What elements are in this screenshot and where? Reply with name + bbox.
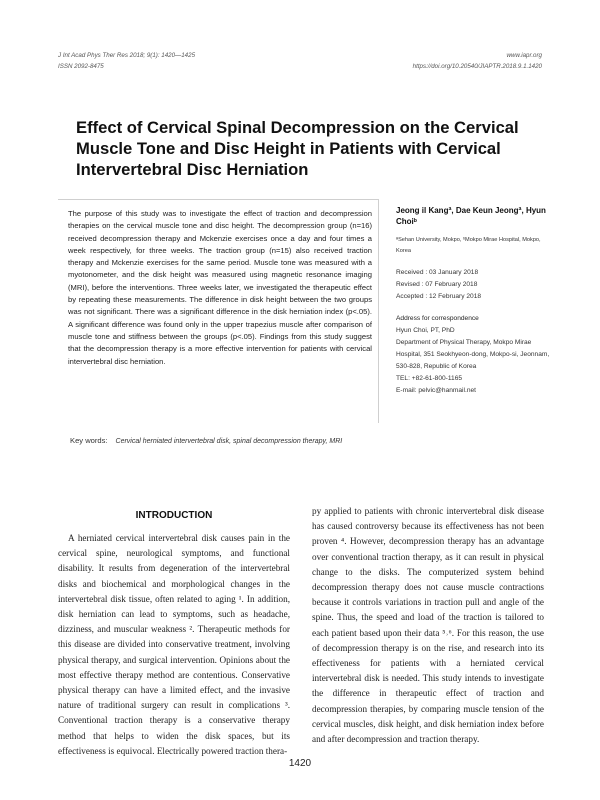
correspondence-address: Department of Physical Therapy, Mokpo Mirae Hospital, 351 Seokhyeon-dong, Mokpo-si, Jeonnam, 530-828, Republic of Korea (396, 339, 550, 370)
journal-citation: J Int Acad Phys Ther Res 2018; 9(1): 1420—1425 (58, 52, 196, 59)
page-number: 1420 (288, 758, 312, 769)
author-names: Jeong il Kangª, Dae Keun Jeongª, Hyun Choiᵇ (396, 206, 546, 226)
abstract-box (58, 199, 379, 423)
body-column-left (58, 510, 290, 759)
author-affiliation: ªSehan University, Mokpo, ᵇMokpo Mirae Hospital, Mokpo, Korea (396, 237, 541, 254)
keywords-line (70, 436, 342, 445)
paper-title: Effect of Cervical Spinal Decompression on the Cervical Muscle Tone and Disc Height in Patients with Cervical Intervertebral Disc Herniation (76, 118, 519, 179)
issn: ISSN 2092-8475 (58, 63, 104, 70)
received-date: Received : 03 January 2018 (396, 269, 479, 276)
abstract-text: The purpose of this study was to investigate the effect of traction and decompression therapies on the cervical muscle tone and disc height. The decompression group (n=16) received decompression therapy and Mckenzie exercises once a day and four times a week respectively, for three weeks. The traction group (n=15) also received traction therapy and Mckenzie exercises for the same period. Muscle tone was measured with a myotonometer, and the disk height was measured using magnetic resonance imaging (MRI), before the interventions. Three weeks later, we investigated the therapeutic effect by repeating these measurements. The difference in disk height between the two groups was not significant. There was a significant difference in the disk herniation index (p<.05). A significant difference was found only in the upper trapezius muscle after comparison of muscle tone and stiffness between the groups (p<.05). Findings from this study suggest that the decompression therapy is a more effective intervention for patients with cervical intervertebral disc herniation. (68, 209, 372, 366)
journal-header-right (413, 50, 542, 72)
keywords-text: Cervical herniated intervertebral disk, spinal decompression therapy, MRI (115, 438, 343, 445)
article-dates (396, 267, 556, 303)
website-link[interactable]: www.iapr.org (506, 52, 542, 59)
correspondence-name: Hyun Choi, PT, PhD (396, 327, 455, 334)
keywords-label: Key words: (70, 436, 108, 445)
correspondence-heading: Address for correspondence (396, 315, 479, 322)
body-column-right (312, 504, 544, 747)
introduction-paragraph-2: py applied to patients with chronic intervertebral disk disease has caused controversy because its effectiveness has not been proven ⁴. However, decompression therapy has an advantage over conventional traction therapy, as it can result in physical change to the disks. The computerized system behind decompression therapy does not cause muscle contractions because it controls variations in traction pull and angle of the spine. Thus, the speed and load of the traction is tailored to each patient based upon their data ⁵˒⁶. For this reason, the use of decompression therapy is on the rise, and research into its effectiveness for patients with a herniated cervical intervertebral disk is needed. This study intends to investigate the difference in therapeutic effect of traction and decompression therapies, by comparing muscle tension of the cervical muscles, disk height, and disk herniation index before and after decompression and traction therapy. (312, 506, 544, 745)
introduction-paragraph-1: A herniated cervical intervertebral disk causes pain in the cervical spine, neurological symptoms, and functional disability. It results from degeneration of the intervertebral disks and biochemical and morphological changes in the intervertebral disk tissue, often related to aging ¹. In addition, disk herniation can lead to symptoms, such as headache, dizziness, and muscular weakness ². Therapeutic methods for this disease are divided into conservative treatment, involving physical therapy, and surgical intervention. Opinions about the most effective therapy method are contentious. Conservative physical therapy can have a limited effect, and the invasive nature of traditional surgery can result in complications ³. Conventional traction therapy is a conservative therapy method that helps to widen the disk spaces, but its effectiveness is equivocal. Electrically powered traction thera- (58, 533, 290, 756)
doi-link[interactable]: https://doi.org/10.20540/JIAPTR.2018.9.1.1420 (412, 63, 542, 70)
journal-header-left (58, 50, 195, 72)
correspondence-tel: TEL: +82-61-800-1165 (396, 375, 463, 382)
revised-date: Revised : 07 February 2018 (396, 281, 478, 288)
correspondence-email[interactable]: E-mail: pelvic@hanmail.net (396, 387, 476, 394)
introduction-heading: INTRODUCTION (135, 510, 213, 521)
author-info (396, 205, 556, 397)
accepted-date: Accepted : 12 February 2018 (396, 293, 482, 300)
